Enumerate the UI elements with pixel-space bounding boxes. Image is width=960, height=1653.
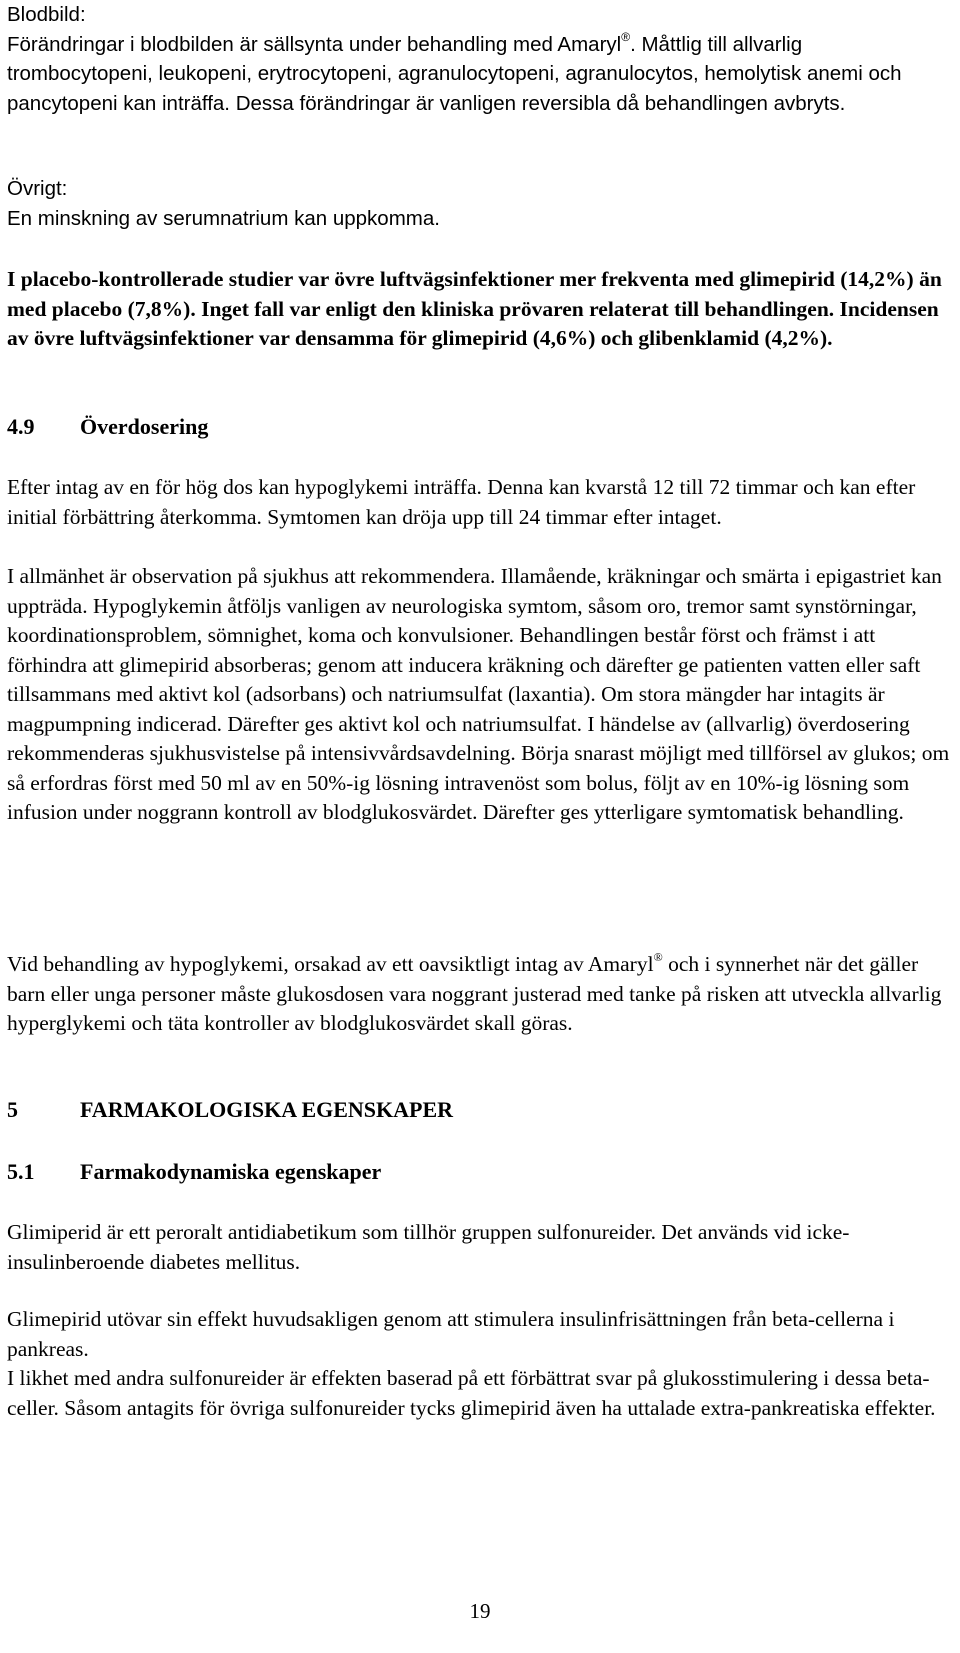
section-5-heading [7,1095,453,1125]
other-text: En minskning av serumnatrium kan uppkomma. [7,206,440,230]
overdose-paragraph-2: I allmänhet är observation på sjukhus att rekommendera. Illamående, kräkningar och smärta i epigastriet kan uppträda. Hypoglykemin åtföljs vanligen av neurologiska symtom, såsom oro, tremor samt synstörningar, koordinationsproblem, sömnighet, koma och konvulsioner. Behandlingen består först och främst i att förhindra att glimepirid absorberas; genom att inducera kräkning och därefter ge patienten vatten eller saft tillsammans med aktivt kol (adsorbans) och natriumsulfat (laxantia). Om stora mängder har intagits är magpumpning indicerad. Därefter ges aktivt kol och natriumsulfat. I händelse av (allvarlig) överdosering rekommenderas sjukhusvistelse på intensivvårdsavdelning. Börja snarast möjligt med tillförsel av glukos; om så erfordras först med 50 ml av en 50%-ig lösning intravenöst som bolus, följt av en 10%-ig lösning som infusion under noggrann kontroll av blodglukosvärdet. Därefter ges ytterligare symtomatisk behandling. [7,564,950,824]
page-number: 19 [469,1599,491,1623]
overdose-paragraph-3-part2: och i synnerhet när det gäller barn eller unga personer måste glukosdosen vara noggrant justerad med tanke på risken att utveckla allvarlig hyperglykemi och täta kontroller av blodglukosvärdet skall göras. [7,952,942,1035]
section-4-9-heading [7,412,208,442]
other-section [7,174,952,233]
pharmacodynamic-paragraph-2-line1: Glimepirid utövar sin effekt huvudsakligen genom att stimulera insulinfrisättningen från beta-cellerna i pankreas. [7,1307,895,1361]
section-5-1-number: 5.1 [7,1159,35,1184]
overdose-paragraph-1: Efter intag av en för hög dos kan hypoglykemi inträffa. Denna kan kvarstå 12 till 72 timmar och kan efter initial förbättring återkomma. Symtomen kan dröja upp till 24 timmar efter intaget. [7,475,916,529]
section-4-9-title: Överdosering [80,414,209,439]
other-heading: Övrigt: [7,177,68,200]
blood-picture-section [7,0,952,118]
section-4-9-number: 4.9 [7,414,35,439]
overdose-paragraph-3 [7,950,952,1039]
section-5-1-title: Farmakodynamiska egenskaper [80,1159,382,1184]
section-5-title: FARMAKOLOGISKA EGENSKAPER [80,1097,454,1122]
registered-trademark-mark: ® [653,949,663,964]
registered-trademark-mark: ® [621,29,631,44]
placebo-paragraph: I placebo-kontrollerade studier var övre luftvägsinfektioner mer frekventa med glimepirid (14,2%) än med placebo (7,8%). Inget fall var enligt den kliniska prövaren relaterat till behandlingen. Incidensen av övre luftvägsinfektioner var densamma för glimepirid (4,6%) och glibenklamid (4,2%). [7,267,942,350]
pharmacodynamic-paragraph-2 [7,1305,952,1423]
blood-picture-text [7,30,952,119]
blood-text-part2: . Måttlig till allvarlig trombocytopeni, leukopeni, erytrocytopeni, agranulocytopeni, agranulocytos, hemolytisk anemi och pancytopeni kan inträffa. Dessa förändringar är vanligen reversibla då behandlingen avbryts. [7,32,902,115]
overdose-paragraph-3-part1: Vid behandling av hypoglykemi, orsakad av ett oavsiktligt intag av Amaryl [7,952,654,976]
pharmacodynamic-paragraph-2-line2: I likhet med andra sulfonureider är effekten baserad på ett förbättrat svar på glukosstimulering i dessa beta-celler. Såsom antagits för övriga sulfonureider tycks glimepirid även ha uttalade extra-pankreatiska effekter. [7,1366,936,1420]
section-5-1-heading [7,1157,381,1187]
blood-text-part1: Förändringar i blodbilden är sällsynta under behandling med Amaryl [7,32,622,56]
pharmacodynamic-paragraph-1: Glimiperid är ett peroralt antidiabetikum som tillhör gruppen sulfonureider. Det används vid icke-insulinberoende diabetes mellitus. [7,1220,850,1274]
blood-picture-heading: Blodbild: [7,3,86,26]
section-5-number: 5 [7,1097,18,1122]
